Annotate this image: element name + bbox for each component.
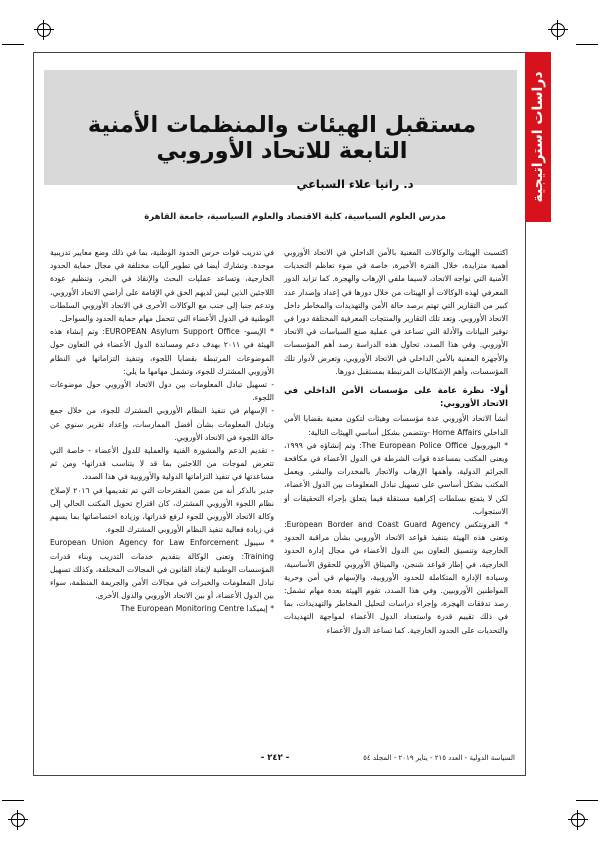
crop-mark: [2, 800, 24, 801]
registration-mark-top-right: [548, 20, 568, 40]
paragraph: - الإسهام في تنفيذ النظام الأوروبي المشترك للجوء، من خلال جمع وتبادل المعلومات بشأن أفضل الممارسات، وإعداد تقرير سنوي عن حالة اللجوء في الاتحاد الأوروبي.: [50, 406, 274, 442]
registration-mark-top-left: [34, 20, 54, 40]
crop-mark: [576, 44, 598, 45]
paragraph: * الفرونتكس European Border and Coast Guard Agency: وتعنى هذه الهيئة بتنفيذ قواعد الاتحاد الأوروبي بشأن مراقبة الحدود الخارجية وتنسيق التعاون بين الدول الأعضاء في مجال إدارة الحدود الخارجية، في إطار قواعد شنجن، والميثاق الأوروبي للحقوق الأساسية، وسيادة الإدارة المتكاملة للحدود الأوروبية، والإسهام في أمن وحرية المواطنين الأوروبيين. وفي هذا الصدد، تقوم الهيئة بعدة مهام تشمل: رصد تدفقات الهجرة، وإجراء دراسات لتحليل المخاطر والتهديدات، بما في ذلك تقييم قدرة واستعداد الدول الأعضاء لمواجهة التهديدات والتحديات على الحدود الخارجية. كما تساعد الدول الأعضاء: [284, 520, 508, 635]
crop-mark: [576, 800, 598, 801]
section-tab: [525, 52, 551, 222]
paragraph: * سيبول European Union Agency for Law Enforcement Training: وتعنى الوكالة بتقديم خدمات التدريب وبناء قدرات المؤسسات الوطنية لإنفاذ القانون في المجالات المختلفة، وكذلك تسهيل تبادل المعلومات والخبرات في مجالات الأمن والجريمة المنظمة، سواء بين الدول الأعضاء، أو بين الاتحاد الأوروبي والدول الأخرى.: [50, 538, 275, 601]
paragraph: اكتسبت الهيئات والوكالات المعنية بالأمن الداخلي في الاتحاد الأوروبي أهمية متزايدة، خلال الفترة الأخيرة، خاصة في ضوء تعاظم التحديات الأمنية التي تواجه الاتحاد، لاسيما ملفي الإرهاب والهجرة. كما تزايد الدور المعرفي لهذه الوكالات أو الهيئات من خلال دورها في إعداد وإصدار عدد كبير من التقارير التي تهتم برصد حالة الأمن والتهديدات والمخاطر داخل الاتحاد الأوروبي. وتعد تلك التقارير والمنتجات المعرفية المختلفة دورا في توفير البيانات والأدلة التي تساعد في عملية صنع السياسات في الاتحاد الأوروبي. وفي هذا الصدد، تحاول هذه الدراسة رصد أهم المؤسسات والأجهزة المعنية بالأمن الداخلي في الاتحاد الأوروبي، وتعرض لأدوار تلك المؤسسات، وأهم الإشكاليات المرتبطة بمستقبل دورها.: [284, 248, 508, 376]
page-number: - ٢٤٢ -: [260, 753, 290, 763]
paragraph: - تقديم الدعم والمشورة الفنية والعملية للدول الأعضاء - خاصة التي تتعرض لموجات من اللاجئين بما قد لا يتناسب قدراتها- ومن ثم مساعدتها في تنفيذ التزاماتها الدولية والأوروبية في هذا الصدد.: [50, 446, 274, 482]
registration-mark-bottom-right: [568, 810, 588, 830]
paragraph: * إيميكدا The European Monitoring Centre: [120, 604, 274, 614]
paragraph: جدير بالذكر أنه من ضمن المقترحات التي تم تقديمها في ٢٠١٦ لإصلاح نظام اللجوء الأوروبي المشترك، كان اقتراح تحويل المكتب الحالي إلى وكالة الاتحاد الأوروبي للجوء لرفع قدراتها، وزيادة اختصاصاتها بما يسهم في زيادة فعالية تنفيذ النظام الأوروبي المشترك للجوء.: [50, 485, 274, 535]
text-column-left: [50, 246, 274, 616]
registration-mark-bottom-left: [8, 810, 28, 830]
section-heading: أولا- نظرة عامة على مؤسسات الأمن الداخلي في الاتحاد الأوروبي:: [284, 385, 508, 409]
paragraph: * الإيسو- EUROPEAN Asylum Support Office: وتم إنشاء هذه الهيئة في ٢٠١١ بهدف دعم ومساندة الدول الأعضاء في التعاون حول الموضوعات المرتبطة بقضايا اللجوء، وتنفيذ التزاماتها في النظام الأوروبي المشترك للجوء، وتشمل مهامها ما يلي:: [50, 327, 274, 376]
article-title: مستقبل الهيئات والمنظمات الأمنية التابعة للاتحاد الأوروبي: [87, 112, 477, 164]
paragraph: * اليوروبول The European Police Office: وتم إنشاؤه في ١٩٩٩، ويعنى المكتب بمساعدة قوات الشرطة في الدول الأعضاء في مكافحة الجرائم الدولية، وأهمها الإرهاب والاتجار بالمخدرات والبشر. ويعمل المكتب بشكل أساسي على تسهيل تبادل المعلومات بين الدول الأعضاء، لكن لا يتمتع بسلطات إكراهية مستقلة فيما يتعلق بإجراء التحقيقات أو الاستجواب.: [284, 440, 508, 516]
section-tab-label: دراسات استراتيجية: [530, 71, 546, 203]
paragraph: - تسهيل تبادل المعلومات بين دول الاتحاد الأوروبي حول موضوعات اللجوء.: [50, 380, 274, 403]
text-column-right: [284, 246, 508, 637]
author-affiliation: مدرس العلوم السياسية، كلية الاقتصاد والعلوم السياسية، جامعة القاهرة: [144, 212, 446, 222]
crop-mark: [2, 44, 24, 45]
journal-footer: السياسة الدولية - العدد ٢١٥ - يناير ٢٠١٩ - المجلد ٥٤: [363, 754, 515, 762]
paragraph: أنشأ الاتحاد الأوروبي عدة مؤسسات وهيئات لتكون معنية بقضايا الأمن الداخلي Home Affairs -وتتضمن بشكل أساسي الهيئات التالية:: [284, 414, 508, 437]
paragraph: في تدريب قوات حرس الحدود الوطنية، بما في ذلك وضع معايير تدريبية موحدة. وتشارك أيضا في تطوير آليات مختلفة في مجال حماية الحدود الخارجية، وتساعد عمليات البحث والإنقاذ في البحر، وتنظيم عودة اللاجئين الذين ليس لديهم الحق في الإقامة على أراضي الاتحاد الأوروبي، وتدعم جنبا إلى جنب مع الوكالات الأخرى في الاتحاد الأوروبي السلطات الوطنية في الدول الأعضاء التي تتحمل مهام حماية الحدود والسواحل.: [50, 248, 274, 324]
author-name: د. رانيا علاء السباعي: [296, 177, 414, 191]
